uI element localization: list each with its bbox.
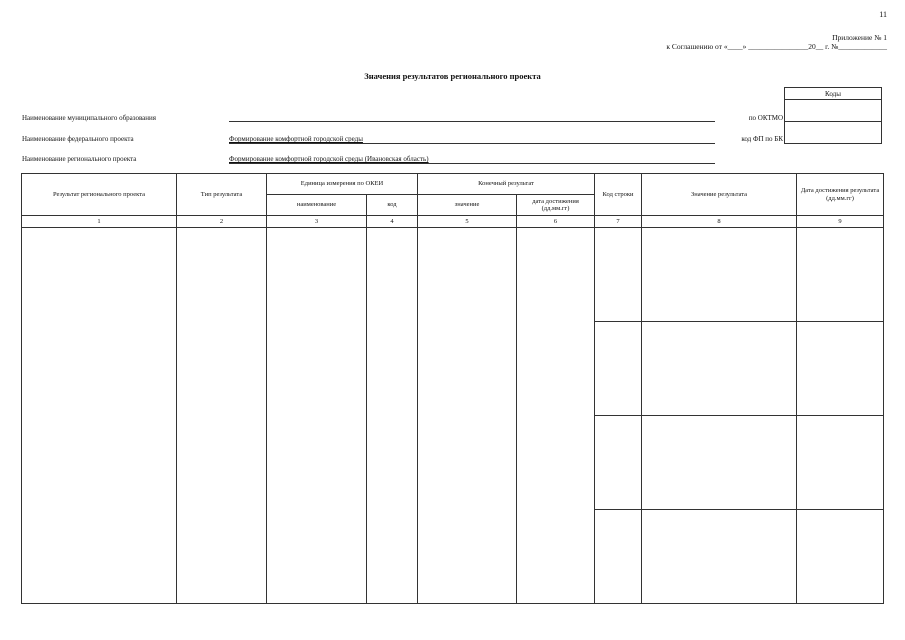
table-cell <box>797 510 884 604</box>
fp-bk-code-cell <box>784 122 882 144</box>
column-number: 4 <box>367 216 418 228</box>
table-cell <box>797 416 884 510</box>
header-final-value: значение <box>418 195 517 216</box>
field-label-regional-project: Наименование регионального проекта <box>22 155 137 163</box>
column-number: 6 <box>517 216 595 228</box>
field-line-federal-project <box>229 143 715 144</box>
code-label-fp-bk: код ФП по БК <box>741 135 783 143</box>
field-value-regional-project: Формирование комфортной городской среды (Ивановская область) <box>229 155 429 163</box>
table-cell <box>595 510 642 604</box>
field-value-federal-project: Формирование комфортной городской среды <box>229 135 363 143</box>
header-row-code: Код строки <box>595 174 642 216</box>
header-okei-code: код <box>367 195 418 216</box>
header-okei-name: наименование <box>267 195 367 216</box>
table-cell <box>22 228 177 604</box>
table-cell <box>267 228 367 604</box>
header-final-date: дата достижения (дд.мм.гг) <box>517 195 595 216</box>
header-okei-unit: Единица измерения по ОКЕИ <box>267 174 418 195</box>
oktmo-code-cell <box>784 100 882 122</box>
column-number: 2 <box>177 216 267 228</box>
column-number: 5 <box>418 216 517 228</box>
page-number: 11 <box>879 10 887 19</box>
table-cell <box>367 228 418 604</box>
table-cell <box>642 228 797 322</box>
header-result-date: Дата достижения результата (дд.мм.гг) <box>797 174 884 216</box>
table-cell <box>642 510 797 604</box>
header-final-result: Конечный результат <box>418 174 595 195</box>
document-title: Значения результатов регионального проекта <box>364 71 541 81</box>
column-number: 8 <box>642 216 797 228</box>
table-cell <box>642 322 797 416</box>
field-label-federal-project: Наименование федерального проекта <box>22 135 134 143</box>
column-number: 3 <box>267 216 367 228</box>
table-cell <box>595 228 642 322</box>
appendix-subtitle: к Соглашению от «____» ________________20__ г. №_____________ <box>666 42 887 51</box>
field-label-municipality: Наименование муниципального образования <box>22 114 156 122</box>
column-number: 7 <box>595 216 642 228</box>
header-result-type: Тип результата <box>177 174 267 216</box>
table-cell <box>595 416 642 510</box>
table-cell <box>418 228 517 604</box>
results-table <box>21 173 884 604</box>
code-label-oktmo: по ОКТМО <box>748 114 783 122</box>
header-regional-result: Результат регионального проекта <box>22 174 177 216</box>
codes-header: Коды <box>784 87 882 100</box>
table-cell <box>797 322 884 416</box>
appendix-title: Приложение № 1 <box>832 33 887 42</box>
table-cell <box>797 228 884 322</box>
field-line-regional-project <box>229 163 715 164</box>
table-cell <box>595 322 642 416</box>
column-number: 9 <box>797 216 884 228</box>
table-cell <box>642 416 797 510</box>
column-number: 1 <box>22 216 177 228</box>
table-cell <box>177 228 267 604</box>
header-result-value: Значение результата <box>642 174 797 216</box>
table-cell <box>517 228 595 604</box>
field-line-municipality <box>229 121 715 122</box>
